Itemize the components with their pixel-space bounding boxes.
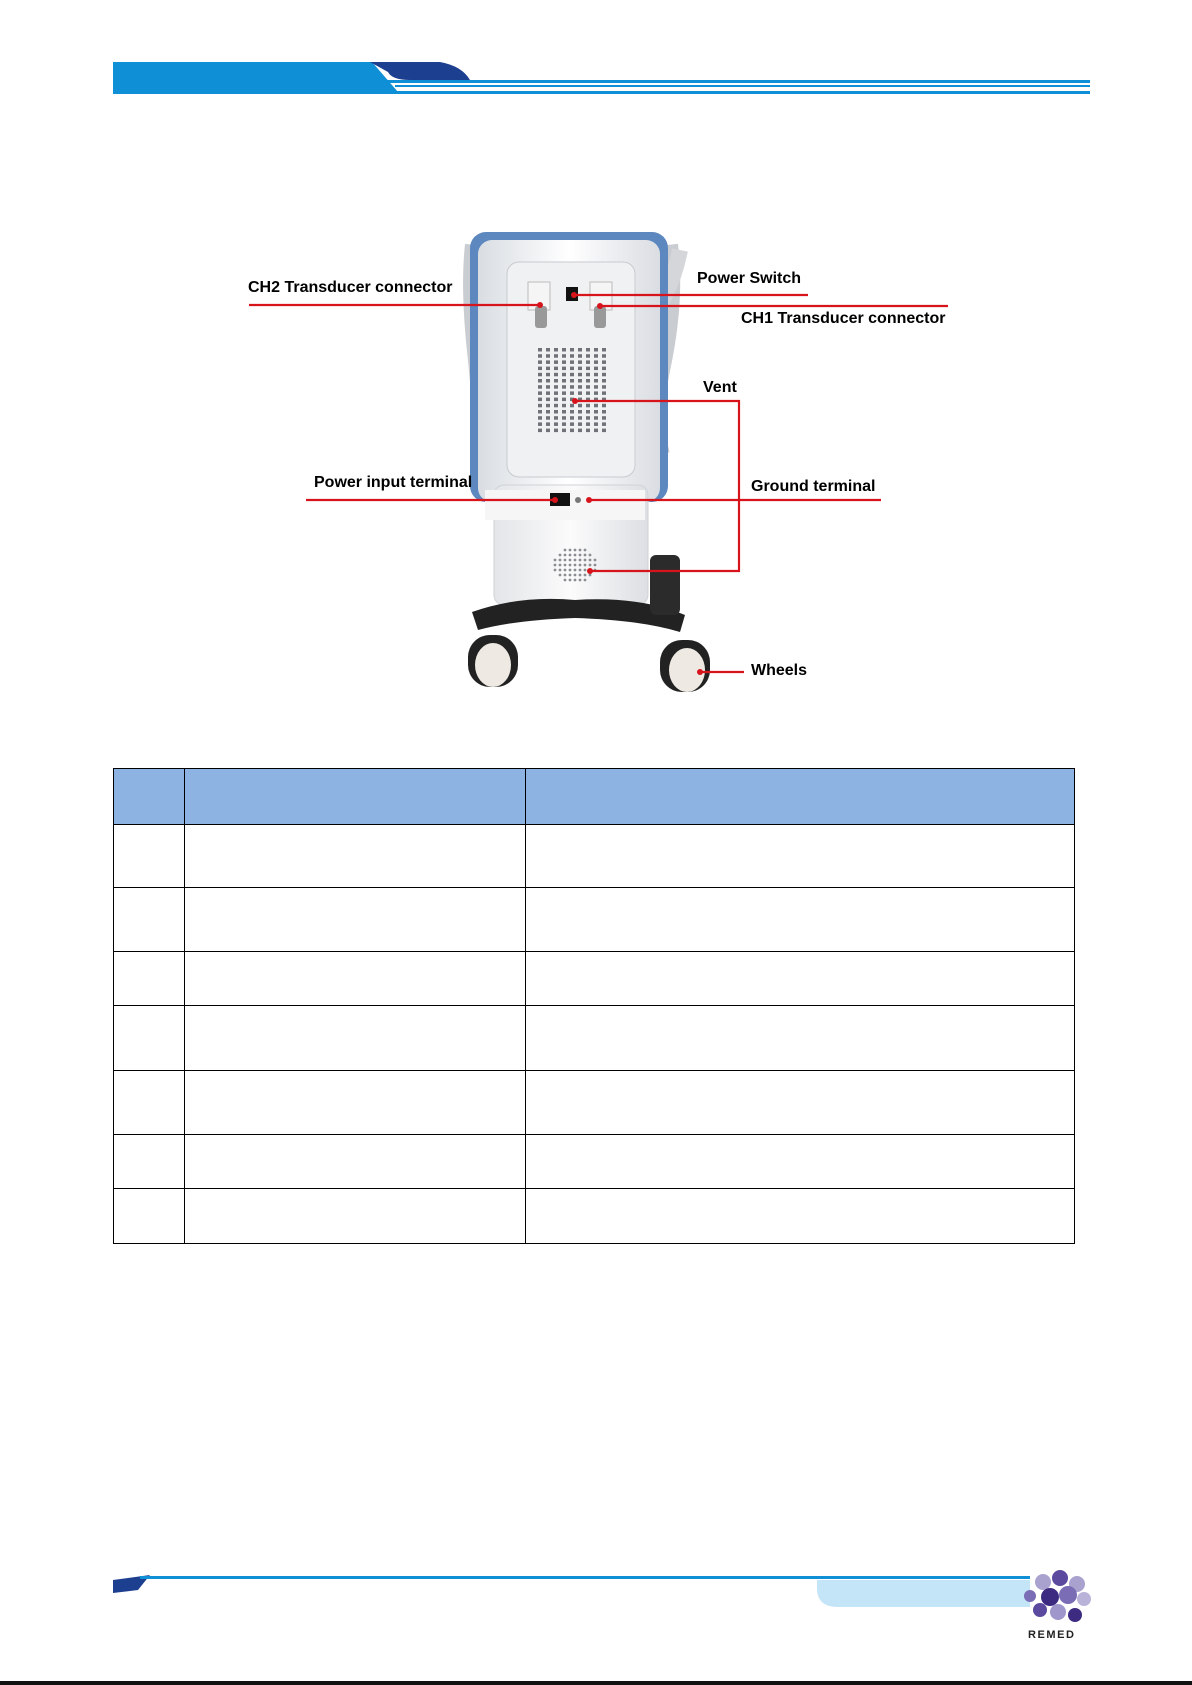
footer-band [0, 1560, 1192, 1685]
table-cell [114, 952, 185, 1006]
ch2-transducer-label: CH2 Transducer connector [248, 279, 453, 296]
table-cell [526, 1006, 1075, 1071]
header-cell-name [185, 769, 526, 825]
table-row [114, 1071, 1075, 1135]
table-cell [526, 1135, 1075, 1189]
power-switch-label: Power Switch [697, 270, 802, 287]
header-cell-description [526, 769, 1075, 825]
ch2-connector [535, 306, 547, 328]
table-cell [114, 825, 185, 888]
table-row [114, 1006, 1075, 1071]
right-wheel [660, 640, 710, 692]
footer-tab [817, 1580, 1030, 1607]
table-cell [114, 1135, 185, 1189]
table-cell [526, 1071, 1075, 1135]
table-row [114, 1135, 1075, 1189]
table-row [114, 825, 1075, 888]
header-cell-no [114, 769, 185, 825]
device-figure [0, 0, 1192, 720]
table-cell [114, 1071, 185, 1135]
power-input-label: Power input terminal [314, 474, 473, 491]
ch1-connector [594, 306, 606, 328]
footer-line [140, 1576, 1030, 1579]
table-row [114, 888, 1075, 952]
table-cell [185, 1071, 526, 1135]
table-cell [185, 888, 526, 952]
remed-logo-text: REMED [1028, 1629, 1074, 1641]
table-cell [526, 1189, 1075, 1244]
table-cell [185, 825, 526, 888]
table-cell [526, 825, 1075, 888]
table-cell [185, 1135, 526, 1189]
table-cell [185, 952, 526, 1006]
component-table [113, 768, 1075, 1244]
left-wheel [468, 635, 518, 687]
table-cell [185, 1006, 526, 1071]
wheels-label: Wheels [751, 662, 808, 679]
table-row [114, 952, 1075, 1006]
ground-terminal-label: Ground terminal [751, 478, 876, 495]
page-bottom-edge [0, 1681, 1192, 1685]
table-cell [526, 952, 1075, 1006]
table-cell [185, 1189, 526, 1244]
side-handle [650, 555, 680, 615]
table-cell [114, 1006, 185, 1071]
table-row [114, 1189, 1075, 1244]
table-cell [526, 888, 1075, 952]
vent-label: Vent [703, 379, 737, 396]
ch1-transducer-label: CH1 Transducer connector [741, 310, 946, 327]
table-cell [114, 888, 185, 952]
ground-terminal-icon [575, 497, 581, 503]
table-header-row [114, 769, 1075, 825]
remed-logo-icon [1024, 1570, 1091, 1622]
table-cell [114, 1189, 185, 1244]
